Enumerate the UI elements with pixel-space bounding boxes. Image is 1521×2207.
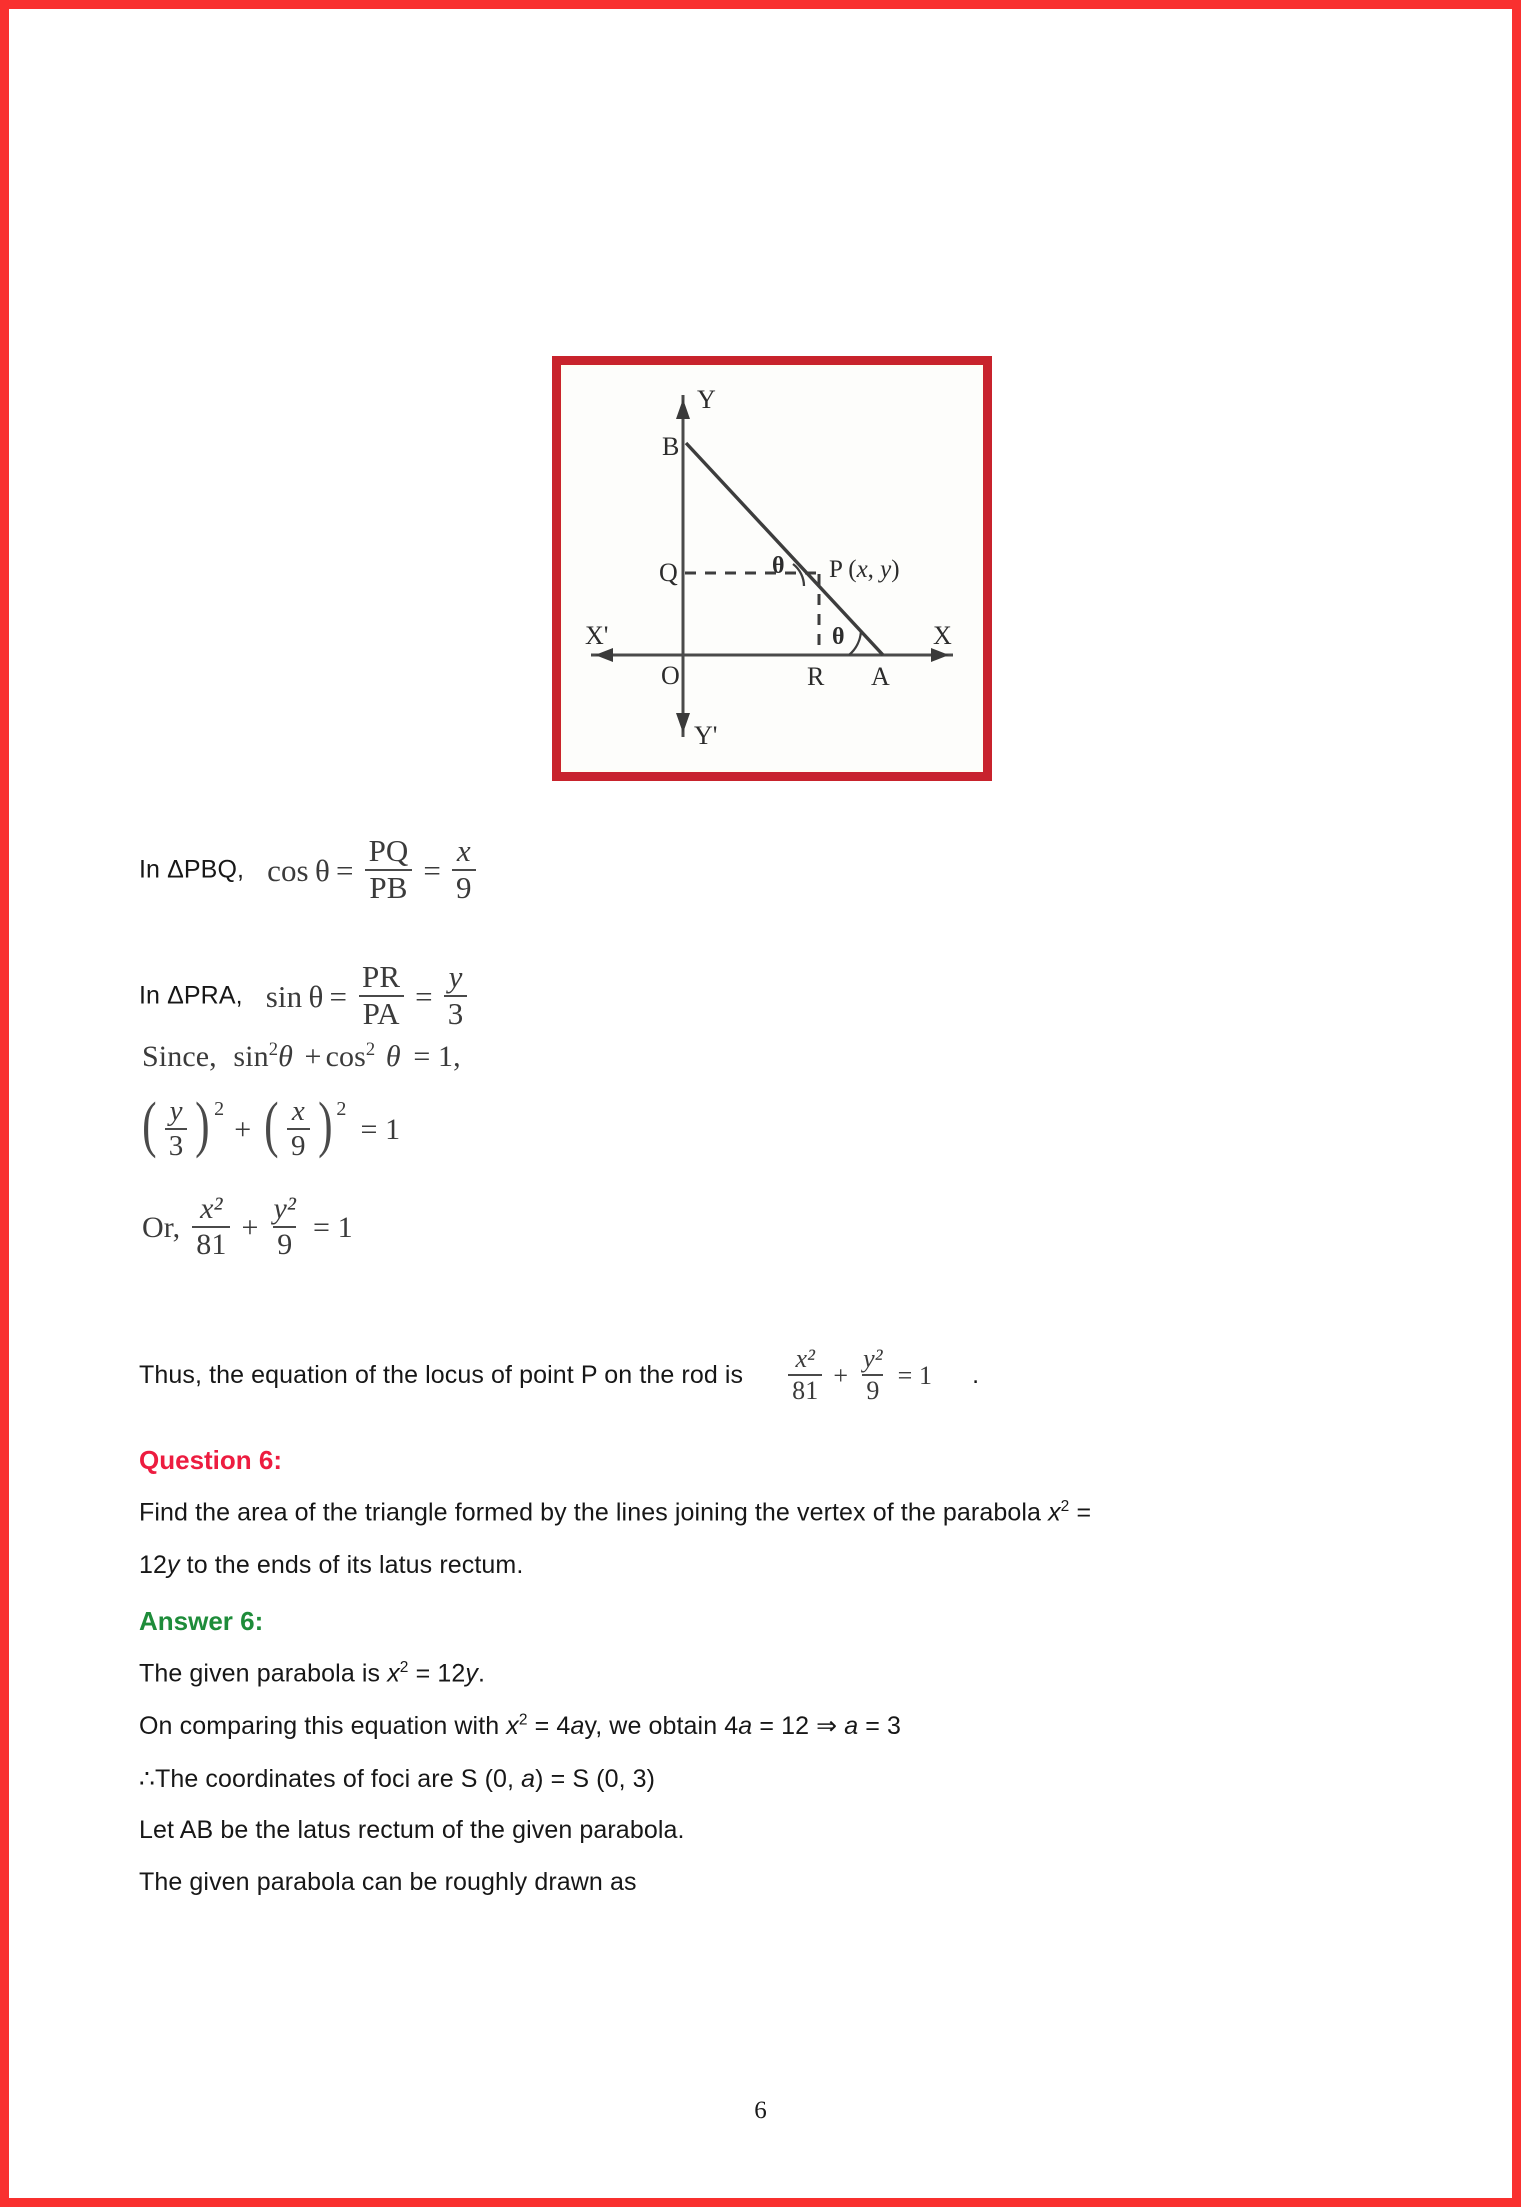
identity-cos-exponent: 2 [365, 1039, 376, 1060]
svg-text:P (x, y): P (x, y) [829, 556, 900, 583]
conclusion-fraction-x2-81-den: 81 [788, 1374, 822, 1405]
fraction-x2-81 [192, 1193, 230, 1261]
or-result: = 1 [313, 1210, 353, 1244]
conclusion-text: Thus, the equation of the locus of point P on the rod is [139, 1361, 744, 1390]
conclusion-line [139, 1346, 979, 1405]
question-6-text-a: Find the area of the triangle formed by the lines joining the vertex of the parabola [139, 1498, 1049, 1527]
identity-sin-exponent: 2 [268, 1039, 279, 1060]
page-inner [9, 9, 1512, 2198]
svg-text:X: X [933, 621, 952, 650]
fraction-y2-9-num: y² [273, 1192, 297, 1225]
or-equation-math [142, 1194, 359, 1262]
svg-text:B: B [662, 432, 680, 461]
identity-since: Since, [142, 1040, 217, 1073]
sin-theta-label: sin θ [265, 978, 324, 1014]
cos-theta-label: cos θ [267, 852, 330, 888]
fraction-x-9-sq-num: x [291, 1095, 305, 1127]
svg-text:Q: Q [659, 558, 678, 587]
squared-sum-equation [139, 1091, 406, 1162]
left-paren-2: ( [264, 1091, 279, 1159]
identity-theta-2: θ [385, 1040, 401, 1073]
fraction-y-3-den: 3 [444, 995, 468, 1031]
fraction-pr-pa-num: PR [362, 959, 401, 994]
fraction-x2-81-num: x² [200, 1192, 223, 1225]
conclusion-fraction-y2-9-den: 9 [862, 1374, 883, 1405]
answer-6-line3-b: ) = S (0, 3) [535, 1765, 656, 1793]
answer-6-line-4: Let AB be the latus rectum of the given parabola. [139, 1816, 685, 1844]
conclusion-plus: + [833, 1360, 849, 1390]
svg-text:θ: θ [832, 624, 845, 650]
fraction-y-3-sq [165, 1096, 188, 1161]
or-plus: + [241, 1210, 259, 1244]
identity-equals-one: = 1, [413, 1040, 461, 1073]
or-equation-line [142, 1194, 359, 1262]
identity-theta-1: θ [278, 1040, 293, 1073]
answer-6-line2-b: = 4 [527, 1712, 571, 1740]
conclusion-fraction-y2-9 [859, 1345, 887, 1404]
squared-sum-result: = 1 [360, 1112, 401, 1146]
fraction-y-3-sq-den: 3 [165, 1128, 188, 1162]
equals-2: = [423, 852, 441, 888]
equals-3: = [329, 978, 348, 1014]
svg-text:A: A [871, 662, 890, 691]
equals-4: = [415, 978, 433, 1014]
conclusion-fraction-x2-81 [788, 1345, 822, 1404]
answer-6-line1-var-x: x [387, 1659, 400, 1688]
answer-6-line1-var-y: y [465, 1659, 478, 1688]
conclusion-result: = 1 [897, 1360, 933, 1390]
svg-text:O: O [661, 661, 680, 690]
page-number: 6 [754, 2097, 767, 2124]
left-paren-1: ( [142, 1091, 157, 1159]
answer-6-line2-e: = 12 ⇒ [752, 1712, 845, 1740]
derivation-line-pbq [139, 833, 481, 906]
question-6-var-x: x [1048, 1498, 1061, 1527]
answer-6-line-1 [139, 1659, 485, 1688]
answer-6-line2-var-x: x [506, 1712, 519, 1740]
conclusion-row [139, 1346, 979, 1405]
derivation-line-pra [139, 959, 472, 1032]
svg-text:X': X' [585, 621, 609, 650]
derivation-line-pra-math [265, 959, 473, 1032]
fraction-x-9-sq [287, 1096, 310, 1161]
question-6-text-line-2 [139, 1551, 523, 1580]
question-6-heading: Question 6: [139, 1445, 283, 1475]
or-prefix: Or, [142, 1210, 181, 1244]
answer-6-line1-c: . [477, 1659, 485, 1688]
fraction-x-9-den: 9 [452, 869, 476, 905]
answer-6-line2-a: On comparing this equation with [139, 1712, 507, 1740]
equals-1: = [335, 852, 354, 888]
question-6-text-b: = [1069, 1498, 1092, 1527]
answer-6-line1-a: The given parabola is [139, 1659, 388, 1688]
svg-text:Y: Y [697, 385, 716, 414]
conclusion-fraction-y2-9-num: y² [863, 1344, 883, 1373]
squared-sum-math [139, 1091, 406, 1162]
fraction-pr-pa-den: PA [359, 995, 404, 1031]
derivation-line-pbq-math [267, 833, 481, 906]
group-y-over-3 [139, 1091, 225, 1162]
answer-6-line2-c: y [584, 1712, 596, 1740]
derivation-line-pbq-prefix: In ΔPBQ, [139, 855, 245, 884]
group-x-over-9 [261, 1091, 347, 1162]
fraction-y-3-num: y [448, 959, 463, 994]
identity-sin: sin [233, 1040, 269, 1073]
fraction-y2-9 [270, 1193, 301, 1261]
exponent-1: 2 [214, 1098, 225, 1120]
conclusion-period: . [972, 1361, 980, 1390]
right-paren-1: ) [195, 1091, 210, 1159]
right-paren-2: ) [317, 1091, 333, 1159]
conclusion-formula [783, 1346, 938, 1405]
svg-text:R: R [807, 662, 825, 691]
question-6-text-line-1 [139, 1498, 1091, 1527]
answer-6-line3-var-a: a [521, 1765, 536, 1793]
fraction-x-9-num: x [456, 833, 471, 868]
identity-plus: + [304, 1040, 322, 1073]
answer-6-line2-var-a3: a [844, 1712, 859, 1740]
answer-6-line2-f: = 3 [858, 1712, 902, 1740]
svg-text:Y': Y' [694, 721, 718, 750]
identity-cos: cos [325, 1040, 366, 1073]
answer-6-line1-b: = 12 [408, 1659, 466, 1688]
fraction-y2-9-den: 9 [273, 1226, 296, 1261]
answer-6-line2-var-a2: a [738, 1712, 753, 1740]
answer-6-line2-var-a: a [570, 1712, 585, 1740]
fraction-pq-pb-den: PB [365, 869, 411, 905]
question-6-var-y: y [167, 1551, 180, 1579]
locus-figure [552, 356, 992, 781]
answer-6-line-5: The given parabola can be roughly drawn as [139, 1868, 637, 1896]
fraction-pq-pb [365, 835, 413, 905]
question-6-var-x-exponent: 2 [1060, 1498, 1070, 1515]
conclusion-fraction-x2-81-num: x² [795, 1344, 816, 1373]
answer-6-line2-exponent: 2 [518, 1711, 528, 1729]
squared-sum-plus: + [234, 1112, 252, 1146]
question-6-line2-a: 12 [139, 1551, 168, 1579]
fraction-x2-81-den: 81 [192, 1226, 230, 1261]
fraction-y-3 [444, 961, 468, 1031]
answer-6-line3-a: ∴The coordinates of foci are S (0, [139, 1765, 522, 1793]
answer-6-heading: Answer 6: [139, 1606, 264, 1636]
answer-6-line-2 [139, 1711, 901, 1741]
fraction-pq-pb-num: PQ [368, 833, 409, 868]
answer-6-line-3 [139, 1764, 655, 1794]
svg-text:θ: θ [772, 553, 785, 579]
fraction-y-3-sq-num: y [169, 1095, 183, 1127]
derivation-line-pra-prefix: In ΔPRA, [139, 981, 243, 1010]
exponent-2: 2 [336, 1098, 347, 1120]
answer-6-line2-d: , we obtain 4 [595, 1712, 739, 1740]
answer-6-line1-exponent: 2 [399, 1659, 409, 1676]
pythagorean-identity-line [142, 1039, 461, 1074]
question-6-line2-b: to the ends of its latus rectum. [179, 1551, 524, 1579]
figure-drawing [561, 365, 983, 772]
fraction-x-9-sq-den: 9 [287, 1128, 310, 1162]
fraction-x-9 [452, 835, 476, 905]
fraction-pr-pa [358, 961, 404, 1031]
